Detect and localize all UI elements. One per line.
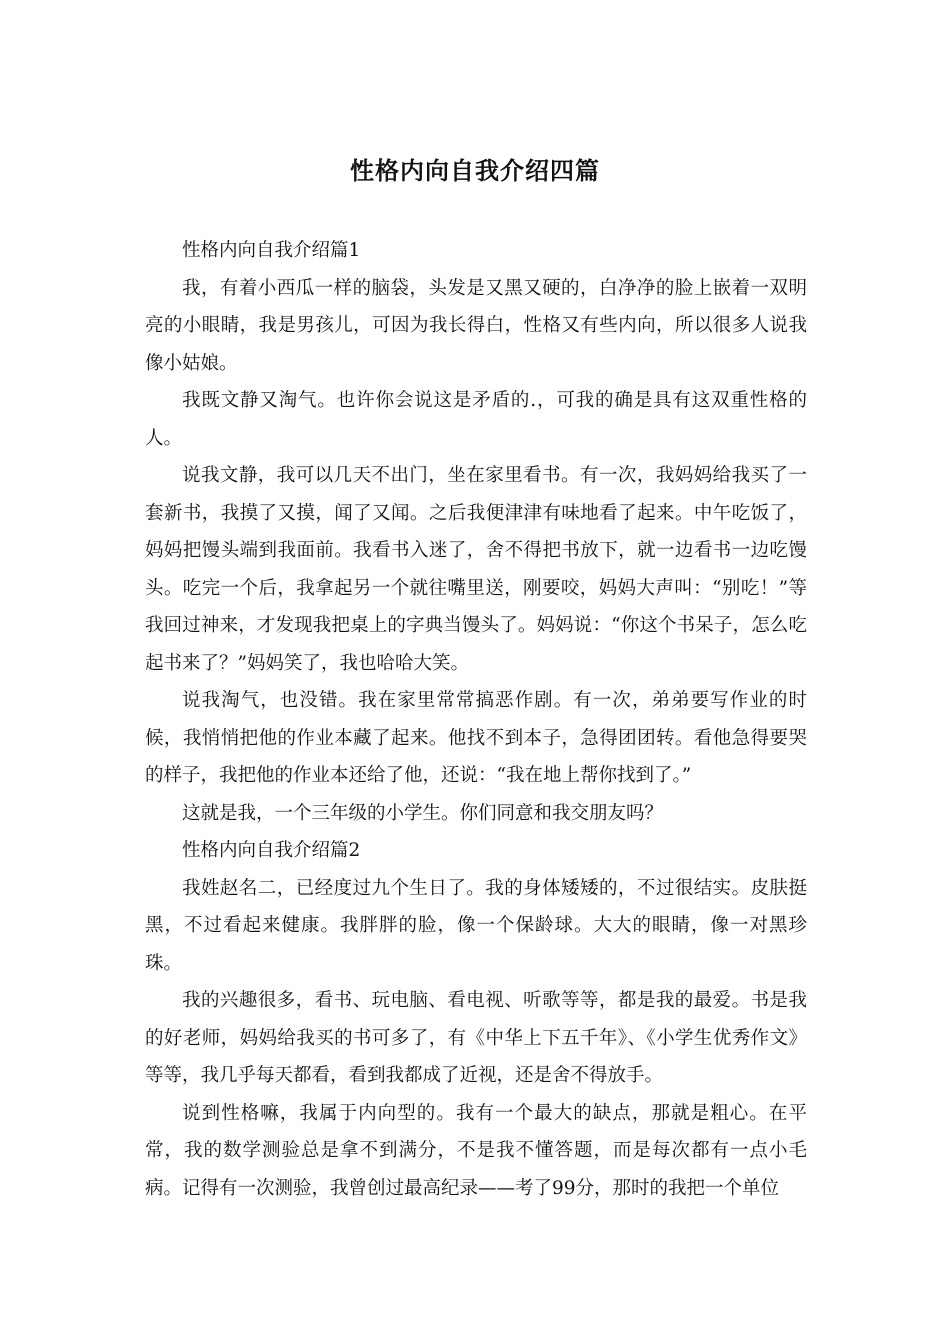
paragraph: 说我文静，我可以几天不出门，坐在家里看书。有一次，我妈妈给我买了一套新书，我摸了又摸，闻了又闻。之后我便津津有味地看了起来。中午吃饭了，妈妈把馒头端到我面前。我看书入迷了，舍不得把书放下，就一边看书一边吃馒头。吃完一个后，我拿起另一个就往嘴里送，刚要咬，妈妈大声叫：“别吃！”等我回过神来，才发现我把桌上的字典当馒头了。妈妈说：“你这个书呆子，怎么吃起书来了？”妈妈笑了，我也哈哈大笑。 [145,465,807,674]
section-heading-2: 性格内向自我介绍篇2 [182,840,361,861]
paragraph: 说到性格嘛，我属于内向型的。我有一个最大的缺点，那就是粗心。在平常，我的数学测验总是拿不到满分，不是我不懂答题，而是每次都有一点小毛病。记得有一次测验，我曾创过最高纪录——考了99分，那时的我把一个单位 [145,1102,807,1199]
paragraph: 我姓赵名二，已经度过九个生日了。我的身体矮矮的，不过很结实。皮肤挺黑，不过看起来健康。我胖胖的脸，像一个保龄球。大大的眼睛，像一对黑珍珠。 [145,877,807,974]
paragraph: 说我淘气，也没错。我在家里常常搞恶作剧。有一次，弟弟要写作业的时候，我悄悄把他的作业本藏了起来。他找不到本子，急得团团转。看他急得要哭的样子，我把他的作业本还给了他，还说：“我在地上帮你找到了。” [145,690,807,786]
paragraph: 我既文静又淘气。也许你会说这是矛盾的.，可我的确是具有这双重性格的人。 [145,390,807,449]
document-title: 性格内向自我介绍四篇 [350,156,600,185]
paragraph: 这就是我，一个三年级的小学生。你们同意和我交朋友吗？ [182,802,664,824]
document-body [145,232,807,1207]
paragraph: 我，有着小西瓜一样的脑袋，头发是又黑又硬的，白净净的脸上嵌着一双明亮的小眼睛，我是男孩儿，可因为我长得白，性格又有些内向，所以很多人说我像小姑娘。 [145,277,807,374]
section-heading-1: 性格内向自我介绍篇1 [182,240,361,261]
paragraph: 我的兴趣很多，看书、玩电脑、看电视、听歌等等，都是我的最爱。书是我的好老师，妈妈给我买的书可多了，有《中华上下五千年》、《小学生优秀作文》等等，我几乎每天都看，看到我都成了近视，还是舍不得放手。 [145,990,807,1086]
